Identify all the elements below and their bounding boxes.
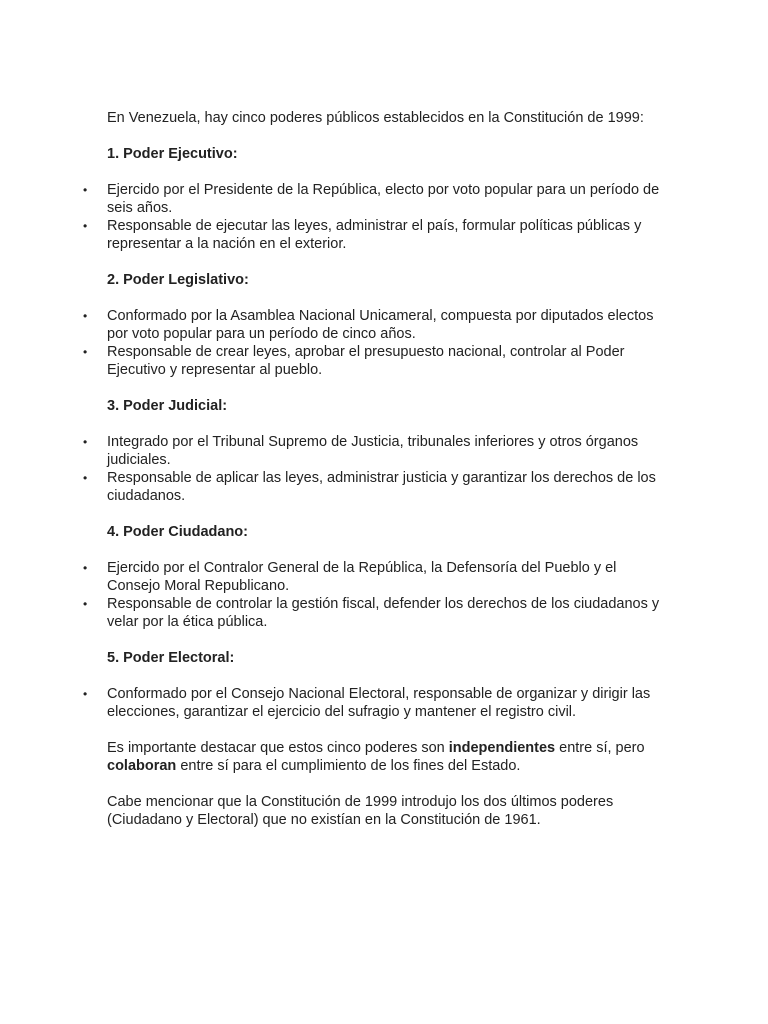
list-item-text: Responsable de aplicar las leyes, administrar justicia y garantizar los derechos de los ciudadanos. <box>107 470 656 504</box>
list-item <box>83 559 667 595</box>
bullet-icon: • <box>83 561 88 575</box>
list-item-text: Responsable de ejecutar las leyes, administrar el país, formular políticas públicas y representar a la nación en el exterior. <box>107 218 642 252</box>
list-item <box>83 217 667 253</box>
document-body <box>83 109 667 847</box>
constitution-note: Cabe mencionar que la Constitución de 1999 introdujo los dos últimos poderes (Ciudadano y Electoral) que no existían en la Constitución de 1961. <box>107 794 614 828</box>
section-heading-electoral: 5. Poder Electoral: <box>107 650 235 666</box>
bullet-icon: • <box>83 435 88 449</box>
section-heading-ejecutivo: 1. Poder Ejecutivo: <box>107 146 238 162</box>
section-heading-ciudadano: 4. Poder Ciudadano: <box>107 524 248 540</box>
note-bold-text: colaboran <box>107 758 177 774</box>
list-item-text: Conformado por el Consejo Nacional Electoral, responsable de organizar y dirigir las elecciones, garantizar el ejercicio del sufragio y mantener el registro civil. <box>107 686 651 720</box>
note-text: entre sí para el cumplimiento de los fines del Estado. <box>176 758 521 774</box>
intro-paragraph: En Venezuela, hay cinco poderes públicos establecidos en la Constitución de 1999: <box>107 110 644 126</box>
note-text: Es importante destacar que estos cinco poderes son <box>107 740 449 756</box>
list-item <box>83 595 667 631</box>
list-item-text: Ejercido por el Presidente de la República, electo por voto popular para un período de seis años. <box>107 182 660 216</box>
independence-note <box>107 739 667 775</box>
list-item-text: Conformado por la Asamblea Nacional Unicameral, compuesta por diputados electos por voto popular para un período de cinco años. <box>107 308 654 342</box>
bullet-list-ciudadano <box>83 559 667 631</box>
bullet-icon: • <box>83 687 88 701</box>
note-bold-text: independientes <box>448 740 556 756</box>
bullet-icon: • <box>83 471 88 485</box>
list-item-text: Ejercido por el Contralor General de la República, la Defensoría del Pueblo y el Consejo Moral Republicano. <box>107 560 617 594</box>
bullet-list-ejecutivo <box>83 181 667 253</box>
bullet-icon: • <box>83 309 88 323</box>
list-item-text: Responsable de controlar la gestión fiscal, defender los derechos de los ciudadanos y velar por la ética pública. <box>107 596 660 630</box>
list-item <box>83 469 667 505</box>
bullet-icon: • <box>83 345 88 359</box>
list-item-text: Responsable de crear leyes, aprobar el presupuesto nacional, controlar al Poder Ejecutivo y representar al pueblo. <box>107 344 625 378</box>
list-item-text: Integrado por el Tribunal Supremo de Justicia, tribunales inferiores y otros órganos judiciales. <box>107 434 639 468</box>
list-item <box>83 307 667 343</box>
bullet-icon: • <box>83 597 88 611</box>
bullet-list-legislativo <box>83 307 667 379</box>
bullet-icon: • <box>83 219 88 233</box>
note-text: entre sí, pero <box>555 740 645 756</box>
bullet-list-judicial <box>83 433 667 505</box>
bullet-icon: • <box>83 183 88 197</box>
section-heading-legislativo: 2. Poder Legislativo: <box>107 272 249 288</box>
list-item <box>83 343 667 379</box>
list-item <box>83 685 667 721</box>
bullet-list-electoral <box>83 685 667 721</box>
list-item <box>83 433 667 469</box>
list-item <box>83 181 667 217</box>
section-heading-judicial: 3. Poder Judicial: <box>107 398 228 414</box>
